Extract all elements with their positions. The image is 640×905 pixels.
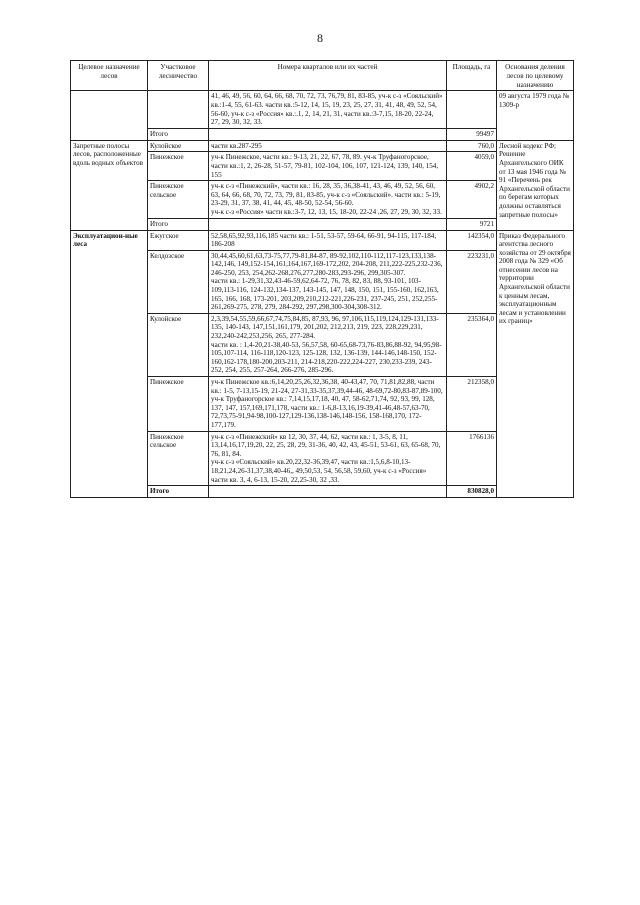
quarters-cell [209, 128, 447, 140]
forestry-cell: Ежугское [148, 230, 209, 250]
area-cell: 235364,0 [447, 313, 497, 376]
forestry-cell: Кулойское [148, 140, 209, 152]
quarters-cell [209, 181, 447, 218]
quarters-cell [209, 313, 447, 376]
quarters-cell [209, 250, 447, 313]
quarters-cell [209, 486, 447, 498]
quarters-paragraph: части кв.: 1-29,31,32,43-46-59,62,64-72, 76, 78, 82, 83, 88, 93-101, 103-109,113-116, 124-132,134-137, 143-145, 147, 148, 150, 151, 155-160, 162,163, 165, 166, 168, 173-201, 203,209,210,212-221,226-231, 237-245, 251, 252,255-261,269-275, 278, 279, 284-292, 297,298,300-304,308-312. [211, 277, 439, 312]
forestry-cell: Пинежское сельское [148, 431, 209, 486]
table-row [71, 91, 574, 128]
header-quarters: Номера кварталов или их частей [209, 61, 447, 91]
basis-cell: 09 августа 1979 года № 1309-р [497, 91, 574, 140]
quarters-paragraph: уч-к с-з «Сояльский» кв.20,22,32-36,39,47, части кв.:1,5,6,8-10,13-18,21,24,26-31,37,38,40-46,, 49,50,53, 54, 56,58, 59,60, уч-к с-з «Россия» части кв. 3, 4, 6-13, 15-20, 22,25-30, 32 ,33. [211, 458, 427, 484]
total-label: Итого [148, 486, 209, 498]
area-cell: 223231,0 [447, 250, 497, 313]
forestry-cell: Кулойское [148, 313, 209, 376]
purpose-cell: Запретные полосы лесов, расположенные вдоль водных объектов [71, 140, 148, 230]
header-forestry: Участковое лесничество [148, 61, 209, 91]
purpose-cell [71, 91, 148, 140]
table-row [71, 230, 574, 250]
table-header-row [71, 61, 574, 91]
basis-cell: Приказ Федерального агентства лесного хозяйства от 29 октября 2008 года № 329 «Об отнесении лесов на территории Архангельской области к ценным лесам, эксплуатационным лесам и установлении их границ» [497, 230, 574, 498]
area-cell: 4059,0 [447, 152, 497, 181]
total-label: Итого [148, 218, 209, 230]
forestry-cell: Пинежское [148, 377, 209, 432]
quarters-paragraph: 30,44,45,60,61,63,73-75,77,79-81,84-87, 89-92,102,110-112,117-123,133,138-142,146, 149,152-154,161,164,167,169-172,202, 204-208, 211,222-225,232-236, 246-250, 253, 254,262-268,276,277,280-283,293-296, 299,305-307. [211, 251, 443, 277]
quarters-cell [209, 377, 447, 432]
quarters-paragraph: уч-к Пинежское кв.:6,14,20,25,26,32,36,38, 40-43,47, 70, 71,81,82,88, части кв.: 1-5, 7-13,15-19, 21-24, 27-31,33-35,37,39,44-46, 48-69,72-80,83-87,89-100, [211, 378, 443, 395]
quarters-paragraph: уч-к с-з «Пинежский», части кв.: 16, 28, 35, 36,38-41, 43, 46, 49, 52, 56, 60, 63, 64, 66, 68, 70, 72, 73, 79, 81, 83-85, уч-к с-з «Сояльский». части кв.: 5-19, 23-29, 31, 37, 38, 41, 44, 45, 48-50, 52-54, 56-60. [211, 182, 441, 208]
header-basis: Основания деления лесов по целевому назначению [497, 61, 574, 91]
page-number: 8 [317, 31, 323, 45]
total-area: 99497 [447, 128, 497, 140]
header-area: Площадь, га [447, 61, 497, 91]
forest-purpose-table [70, 60, 574, 498]
quarters-cell: 52,58,65,92,93,116,185 части кв.: 1-51, 53-57, 59-64, 66-91, 94-115, 117-184, 186-208 [209, 230, 447, 250]
quarters-cell: 41, 46, 49, 56, 60, 64, 66, 68, 70, 72, 73, 76,79, 81, 83-85, уч-к с-з «Сояльский» кв.:1-4, 55, 61-63. части кв.:5-12, 14, 15, 19, 23, 25, 27, 31, 41, 48, 49, 52, 54, 56-60, уч-к с-з «Россия» кв.:.1, 2, 14, 21, 31, части кв.:3-7,15, 18-20, 22-24, 27, 29, 30, 32, 33. [209, 91, 447, 128]
forestry-cell: Пинежское сельское [148, 181, 209, 218]
table-row [71, 140, 574, 152]
area-cell: 212358,0 [447, 377, 497, 432]
header-purpose: Целевое назначение лесов [71, 61, 148, 91]
total-label: Итого [148, 128, 209, 140]
total-area: 9721 [447, 218, 497, 230]
area-cell [447, 91, 497, 128]
purpose-cell: Эксплуатацион-ные леса [71, 230, 148, 498]
quarters-cell [209, 431, 447, 486]
basis-cell: Лесной кодекс РФ; Решение Архангельского ОИК от 13 мая 1946 года № 91 «Перечень рек Архангельской области по берегам которых должны оставляться запретные полосы» [497, 140, 574, 230]
forestry-cell: Келдозское [148, 250, 209, 313]
quarters-cell: уч-к Пинежское, части кв.: 9-13, 21, 22, 67, 78, 89. уч-к Труфаногорское, части кв.:1, 2, 26-28, 51-57, 79-81, 102-104, 106, 107, 121-124, 139, 140, 154, 155 [209, 152, 447, 181]
quarters-cell: части кв.287-295 [209, 140, 447, 152]
quarters-cell [209, 218, 447, 230]
forestry-cell [148, 91, 209, 128]
area-cell: 760,0 [447, 140, 497, 152]
area-cell: 1766136 [447, 431, 497, 486]
quarters-paragraph: уч-к Труфаногорское кв.: 7,14,15,17,18, 40, 47, 58-62,71,74, 92, 93, 99, 128, 137, 147, 157,169,171,178, части кв.: 1-6,8-13,16,19-39,41-46,48-57,63-70, 72,73,75-91,94-98,100-127,129-136,138-146,148-156, 158-168,170, 172-177,179. [211, 395, 435, 429]
area-cell: 142354,0 [447, 230, 497, 250]
quarters-paragraph: части кв. : 1,4-20,21-38,40-53, 56,57,58, 60-65,68-73,76-83,86,88-92, 94,95,98-105,107-114, 116-118,120-123, 125-128, 132, 136-139, 144-146,148-150, 152-160,162-178,180-200,203-211, 214-218,220-222,224-227, 230,233-239, 243-252, 254, 255, 257-264, 266-276, 285-296. [211, 340, 442, 375]
quarters-paragraph: 2,3,39,54,55,59,66,67,74,75,84,85, 87,93, 96, 97,106,115,119,124,129-131,133-135, 140-143, 147,151,161,179, 201,202, 212,213, 219, 223, 228,229,231, 232,240-242,253,256, 265, 277-284. [211, 314, 439, 341]
quarters-paragraph: уч-к с-з «Россия» части кв.:3-7, 12, 13, 15, 18-20, 22-24 ,26, 27, 29, 30, 32, 33. [211, 207, 442, 216]
total-area: 830828,0 [447, 486, 497, 498]
area-cell: 4902,2 [447, 181, 497, 218]
quarters-paragraph: уч-к с-з «Пинежский» кв 12, 30, 37, 44, 62, части кв.: 1, 3-5, 8, 11, 13,14,16,17,19,20, 22, 25, 28, 29, 31-36, 40, 42, 43, 45-51, 53-61, 63, 65-68, 70, 76, 81, 84. [211, 432, 441, 458]
forestry-cell: Пинежское [148, 152, 209, 181]
